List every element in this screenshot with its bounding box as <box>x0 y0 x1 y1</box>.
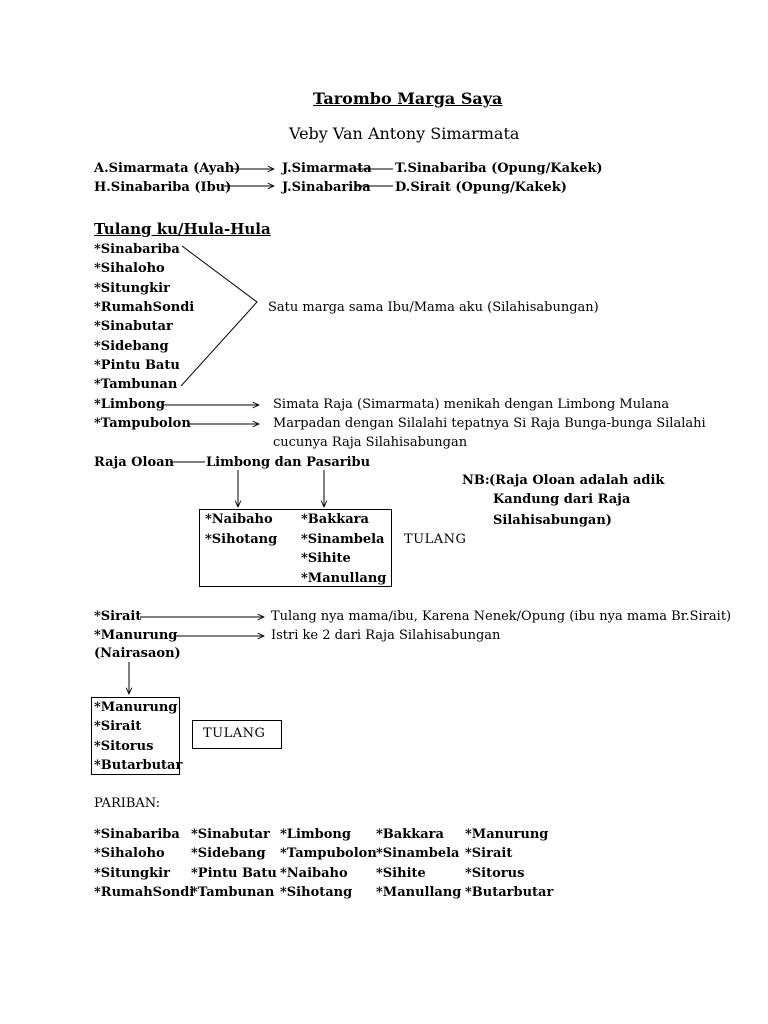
pariban-item: *Sinambela <box>376 846 460 861</box>
pariban-item: *RumahSondi <box>94 885 195 900</box>
lineage-father: A.Simarmata (Ayah) <box>94 161 241 176</box>
tampubolon-note-1: Marpadan dengan Silalahi tepatnya Si Raja Bunga-bunga Silalahi <box>273 416 706 431</box>
pariban-item: *Sinabariba <box>94 827 180 842</box>
hula-item: *Sidebang <box>94 339 169 354</box>
pariban-item: *Manurung <box>465 827 549 842</box>
pariban-title: PARIBAN: <box>94 796 161 811</box>
pariban-item: *Limbong <box>280 827 351 842</box>
page-subtitle: Veby Van Antony Simarmata <box>289 124 520 143</box>
pariban-item: *Sihite <box>376 866 426 881</box>
manurung-note: Istri ke 2 dari Raja Silahisabungan <box>271 628 501 643</box>
nb-line: Kandung dari Raja <box>493 492 631 507</box>
nb-line: (Raja Oloan adalah adik <box>489 473 665 488</box>
box2-item: *Sitorus <box>94 739 154 754</box>
pariban-item: *Sirait <box>465 846 513 861</box>
limbong-note: Simata Raja (Simarmata) menikah dengan Limbong Mulana <box>273 397 670 412</box>
pariban-item: *Sihaloho <box>94 846 165 861</box>
box1-item: *Sihite <box>301 551 351 566</box>
pariban-item: *Tambunan <box>191 885 275 900</box>
pariban-item: *Sidebang <box>191 846 266 861</box>
pariban-item: *Pintu Batu <box>191 866 277 881</box>
sirait-note: Tulang nya mama/ibu, Karena Nenek/Opung (ibu nya mama Br.Sirait) <box>271 609 732 624</box>
box1-item: *Sinambela <box>301 532 385 547</box>
tampubolon-note-2: cucunya Raja Silahisabungan <box>273 435 468 450</box>
box2-item: *Sirait <box>94 719 142 734</box>
box2-item: *Manurung <box>94 700 178 715</box>
nb-label: NB: <box>462 473 490 488</box>
box1-item: *Manullang <box>301 571 387 586</box>
pariban-item: *Tampubolon <box>280 846 377 861</box>
lineage-mother-grandparent: J.Sinabariba <box>282 180 371 195</box>
hula-item: *Tambunan <box>94 377 178 392</box>
box1-tulang-label: TULANG <box>404 532 467 547</box>
pariban-item: *Bakkara <box>376 827 444 842</box>
sirait-name: *Sirait <box>94 609 142 624</box>
raja-oloan-children: Limbong dan Pasaribu <box>206 455 371 470</box>
tampubolon-name: *Tampubolon <box>94 416 191 431</box>
manurung-sub: (Nairasaon) <box>94 646 181 661</box>
pariban-item: *Sitorus <box>465 866 525 881</box>
lineage-mother: H.Sinabariba (Ibu) <box>94 180 232 195</box>
pariban-item: *Sinabutar <box>191 827 270 842</box>
hula-item: *Sinabariba <box>94 242 180 257</box>
box1-item: *Sihotang <box>205 532 278 547</box>
raja-oloan-name: Raja Oloan <box>94 455 174 470</box>
hula-item: *Situngkir <box>94 281 170 296</box>
hula-bracket <box>181 246 257 386</box>
box2-item: *Butarbutar <box>94 758 183 773</box>
page-title: Tarombo Marga Saya <box>313 89 503 108</box>
pariban-item: *Manullang <box>376 885 462 900</box>
section-tulang-heading: Tulang ku/Hula-Hula <box>94 220 271 238</box>
manurung-name: *Manurung <box>94 628 178 643</box>
pariban-item: *Butarbutar <box>465 885 554 900</box>
lineage-father-grandparent: J.Simarmata <box>282 161 372 176</box>
box2-tulang-label: TULANG <box>203 726 266 741</box>
lineage-mother-great: D.Sirait (Opung/Kakek) <box>395 180 567 195</box>
box1-item: *Naibaho <box>205 512 273 527</box>
hula-note: Satu marga sama Ibu/Mama aku (Silahisabungan) <box>268 300 599 315</box>
nb-line: Silahisabungan) <box>493 513 612 528</box>
pariban-item: *Situngkir <box>94 866 170 881</box>
box1-item: *Bakkara <box>301 512 369 527</box>
hula-item: *Pintu Batu <box>94 358 180 373</box>
hula-item: *Sihaloho <box>94 261 165 276</box>
limbong-name: *Limbong <box>94 397 165 412</box>
pariban-item: *Naibaho <box>280 866 348 881</box>
hula-item: *Sinabutar <box>94 319 173 334</box>
lineage-father-great: T.Sinabariba (Opung/Kakek) <box>395 161 603 176</box>
hula-item: *RumahSondi <box>94 300 195 315</box>
pariban-item: *Sihotang <box>280 885 353 900</box>
